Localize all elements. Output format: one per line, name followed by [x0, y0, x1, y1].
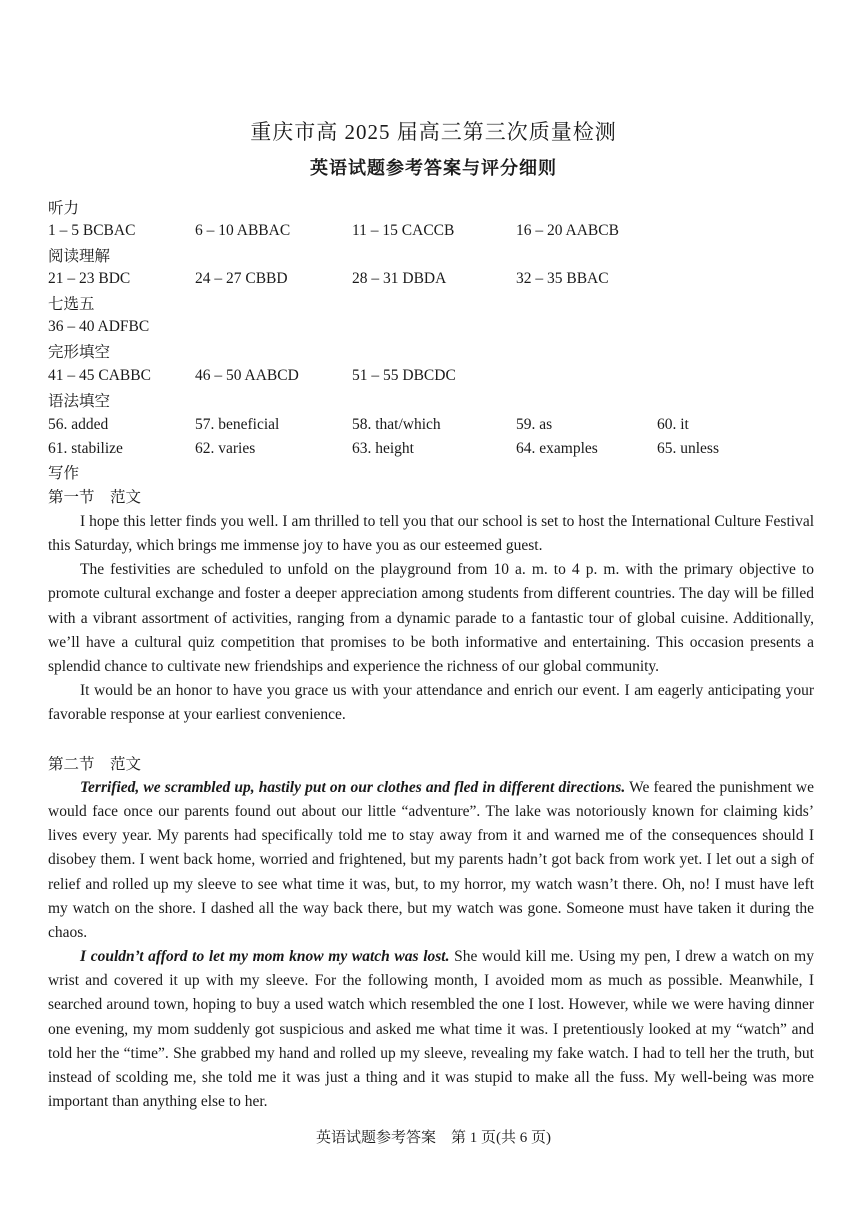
answer-group: 1 – 5 BCBAC	[48, 222, 136, 239]
writing-part1-heading: 第一节 范文	[48, 489, 142, 506]
essay-paragraph: It would be an honor to have you grace us with your attendance and enrich our event. I am eagerly anticipating your favorable response at your earliest convenience.	[48, 682, 814, 724]
page-subtitle: 英语试题参考答案与评分细则	[310, 158, 557, 178]
answer-group: 36 – 40 ADFBC	[48, 318, 150, 335]
answer-item: 63. height	[352, 440, 414, 457]
given-opening-sentence: I couldn’t afford to let my mom know my watch was lost.	[80, 948, 450, 966]
section-label-grammar: 语法填空	[48, 393, 111, 410]
page-footer: 英语试题参考答案 第 1 页(共 6 页)	[316, 1130, 551, 1146]
answer-item: 59. as	[516, 416, 553, 433]
answer-group: 16 – 20 AABCB	[516, 222, 619, 239]
answer-row-reading	[48, 270, 828, 292]
answer-row-grammar-2	[48, 440, 828, 462]
answer-row-grammar-1	[48, 416, 828, 438]
answer-item: 58. that/which	[352, 416, 441, 433]
answer-item: 65. unless	[657, 440, 719, 457]
writing-part2-heading: 第二节 范文	[48, 756, 142, 773]
answer-row-seven-choose-five	[48, 318, 828, 340]
answer-group: 51 – 55 DBCDC	[352, 367, 456, 384]
answer-item: 61. stabilize	[48, 440, 123, 457]
section-label-listening: 听力	[48, 200, 80, 217]
answer-row-listening	[48, 222, 828, 244]
answer-group: 46 – 50 AABCD	[195, 367, 299, 384]
essay-paragraph: The festivities are scheduled to unfold on the playground from 10 a. m. to 4 p. m. with the primary objective to promote cultural exchange and foster a deeper appreciation among students from different countries. The day will be filled with a vibrant assortment of activities, ranging from a dynamic parade to a fantastic tour of global cuisine. Additionally, we’ll have a cultural quiz competition that promises to be both informative and entertaining. This occasion presents a splendid chance to cultivate new friendships and experience the richness of our global community.	[48, 561, 814, 675]
answer-group: 41 – 45 CABBC	[48, 367, 151, 384]
essay-continuation: She would kill me. Using my pen, I drew a watch on my wrist and covered it up with my sleeve. For the following month, I avoided mom as much as possible. Meanwhile, I searched around town, hoping to buy a used watch which resembled the one I lost. However, while we were having dinner one evening, my mom suddenly got suspicious and asked me what time it was. I pretentiously looked at my “watch” and told her the “time”. She grabbed my hand and rolled up my sleeve, revealing my fake watch. I had to tell her the truth, but instead of scolding me, she told me it was just a thing and it was stupid to make all the fuss. My well-being was more important than anything else to her.	[48, 948, 814, 1111]
answer-group: 28 – 31 DBDA	[352, 270, 447, 287]
section-label-reading: 阅读理解	[48, 248, 111, 265]
answer-group: 6 – 10 ABBAC	[195, 222, 291, 239]
answer-item: 60. it	[657, 416, 689, 433]
answer-item: 62. varies	[195, 440, 256, 457]
section-label-seven-choose-five: 七选五	[48, 296, 95, 313]
essay-paragraph	[48, 776, 814, 945]
given-opening-sentence: Terrified, we scrambled up, hastily put on our clothes and fled in different directions.	[80, 779, 626, 796]
answer-group: 11 – 15 CACCB	[352, 222, 455, 239]
essay-paragraph	[48, 945, 814, 1114]
answer-row-cloze	[48, 367, 828, 389]
sample-essay-part1	[48, 510, 814, 727]
answer-group: 32 – 35 BBAC	[516, 270, 609, 287]
sample-essay-part2	[48, 776, 814, 1114]
page-title: 重庆市高 2025 届高三第三次质量检测	[250, 120, 617, 144]
section-label-writing: 写作	[48, 465, 80, 482]
answer-group: 21 – 23 BDC	[48, 270, 131, 287]
answer-group: 24 – 27 CBBD	[195, 270, 288, 287]
answer-item: 57. beneficial	[195, 416, 280, 433]
answer-item: 64. examples	[516, 440, 598, 457]
essay-continuation: We feared the punishment we would face once our parents found out about our little “adventure”. The lake was notoriously known for claiming kids’ lives every year. My parents had specifically told me to stay away from it and warned me of the consequences should I disobey them. I went back home, worried and frightened, but my parents hadn’t got back from work yet. I let out a sigh of relief and rolled up my sleeve to see what time it was, but, to my horror, my watch wasn’t there. Oh, no! I must have left my watch on the shore. I dashed all the way back there, but my watch was gone. Someone must have taken it during the chaos.	[48, 779, 814, 941]
essay-paragraph: I hope this letter finds you well. I am thrilled to tell you that our school is set to host the International Culture Festival this Saturday, which brings me immense joy to have you as our esteemed guest.	[48, 513, 814, 555]
section-label-cloze: 完形填空	[48, 344, 111, 361]
answer-item: 56. added	[48, 416, 109, 433]
